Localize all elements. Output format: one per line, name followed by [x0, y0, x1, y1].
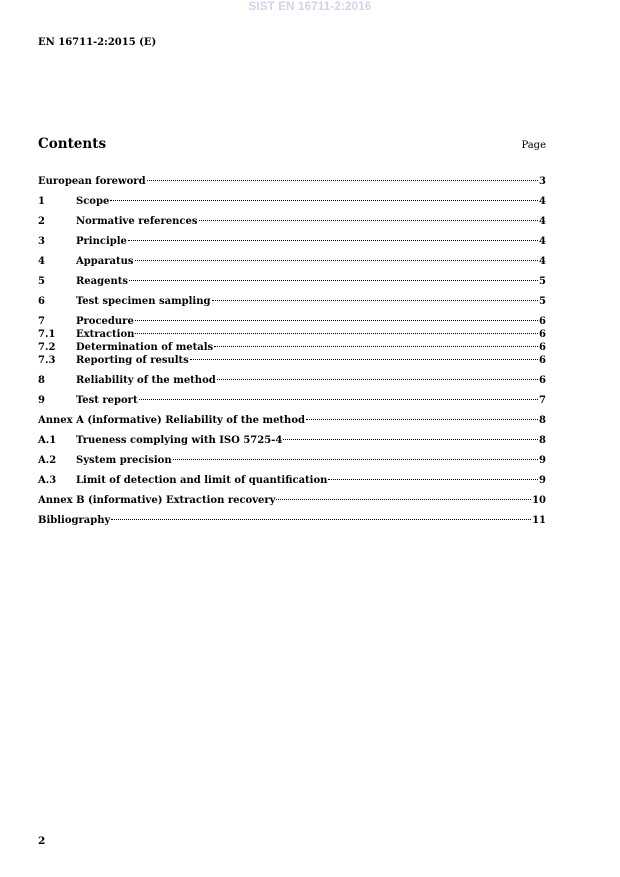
contents-heading: Contents: [38, 136, 107, 152]
toc-entry[interactable]: [38, 328, 546, 341]
toc-entry-number: 7.3: [38, 355, 56, 366]
toc-entry-title: Reliability of the method: [76, 375, 216, 386]
toc-entry-number: A.3: [38, 475, 57, 486]
toc-dot-leader: [128, 240, 538, 241]
toc-entry[interactable]: [38, 494, 546, 507]
toc-entry-page: 4: [539, 256, 546, 267]
toc-entry[interactable]: [38, 514, 546, 527]
toc-entry[interactable]: [38, 255, 546, 268]
toc-entry-page: 3: [539, 176, 546, 187]
toc-entry-page: 8: [539, 415, 546, 426]
toc-entry[interactable]: [38, 394, 546, 407]
page-column-label: Page: [521, 140, 546, 151]
toc-entry-page: 10: [532, 495, 546, 506]
toc-entry-number: A.2: [38, 455, 57, 466]
toc-dot-leader: [217, 379, 538, 380]
toc-dot-leader: [139, 399, 538, 400]
toc-entry[interactable]: [38, 354, 546, 367]
toc-dot-leader: [110, 200, 538, 201]
toc-dot-leader: [190, 359, 538, 360]
toc-entry[interactable]: [38, 454, 546, 467]
toc-dot-leader: [276, 499, 531, 500]
toc-entry-title: Bibliography: [38, 515, 111, 526]
toc-entry-title: Principle: [76, 236, 127, 247]
toc-dot-leader: [129, 280, 538, 281]
toc-entry-title: Reporting of results: [76, 355, 189, 366]
toc-dot-leader: [111, 519, 531, 520]
document-identifier: EN 16711-2:2015 (E): [38, 37, 157, 48]
toc-entry-title: Limit of detection and limit of quantification: [76, 475, 328, 486]
toc-entry-page: 4: [539, 196, 546, 207]
toc-entry-page: 8: [539, 435, 546, 446]
toc-entry-page: 9: [539, 475, 546, 486]
toc-entry[interactable]: [38, 195, 546, 208]
toc-entry-number: 7.2: [38, 342, 56, 353]
toc-entry-page: 6: [539, 316, 546, 327]
toc-dot-leader: [135, 260, 539, 261]
toc-dot-leader: [199, 220, 539, 221]
watermark: SIST EN 16711-2:2016: [248, 1, 372, 13]
toc-entry-number: 9: [38, 395, 45, 406]
toc-entry[interactable]: [38, 275, 546, 288]
toc-entry[interactable]: [38, 175, 546, 188]
toc-dot-leader: [212, 300, 539, 301]
toc-entry-page: 4: [539, 216, 546, 227]
toc-entry-title: Trueness complying with ISO 5725-4: [76, 435, 283, 446]
toc-entry-title: Test specimen sampling: [76, 296, 211, 307]
toc-entry-page: 6: [539, 342, 546, 353]
toc-entry-number: A.1: [38, 435, 57, 446]
toc-entry-page: 5: [539, 296, 546, 307]
toc-entry-title: Determination of metals: [76, 342, 214, 353]
toc-entry[interactable]: [38, 414, 546, 427]
toc-entry-page: 6: [539, 375, 546, 386]
toc-entry[interactable]: [38, 474, 546, 487]
toc-entry-title: Annex B (informative) Extraction recovery: [38, 495, 276, 506]
toc-entry-page: 6: [539, 355, 546, 366]
toc-entry[interactable]: [38, 295, 546, 308]
toc-entry-number: 3: [38, 236, 45, 247]
toc-dot-leader: [214, 346, 538, 347]
toc-entry-title: Extraction: [76, 329, 135, 340]
toc-dot-leader: [328, 479, 538, 480]
toc-entry-number: 5: [38, 276, 45, 287]
toc-dot-leader: [135, 333, 538, 334]
toc-entry-page: 4: [539, 236, 546, 247]
toc-entry-number: 6: [38, 296, 45, 307]
toc-entry-number: 2: [38, 216, 45, 227]
toc-entry-title: Normative references: [76, 216, 198, 227]
toc-entry-number: 4: [38, 256, 45, 267]
toc-entry[interactable]: [38, 315, 546, 328]
toc-entry-title: Annex A (informative) Reliability of the method: [38, 415, 305, 426]
toc-entry[interactable]: [38, 374, 546, 387]
toc-entry-title: Apparatus: [76, 256, 134, 267]
toc-entry-title: European foreword: [38, 176, 146, 187]
toc-entry-number: 7.1: [38, 329, 56, 340]
toc-entry[interactable]: [38, 434, 546, 447]
toc-entry-title: Reagents: [76, 276, 129, 287]
toc-entry[interactable]: [38, 215, 546, 228]
toc-dot-leader: [147, 180, 538, 181]
toc-dot-leader: [173, 459, 538, 460]
table-of-contents: [38, 175, 546, 534]
toc-entry-number: 8: [38, 375, 45, 386]
toc-entry-title: Procedure: [76, 316, 134, 327]
toc-entry-number: 1: [38, 196, 45, 207]
toc-entry[interactable]: [38, 341, 546, 354]
toc-entry[interactable]: [38, 235, 546, 248]
toc-entry-page: 11: [532, 515, 546, 526]
toc-entry-page: 5: [539, 276, 546, 287]
toc-dot-leader: [135, 320, 538, 321]
toc-dot-leader: [283, 439, 538, 440]
toc-entry-title: Scope: [76, 196, 110, 207]
toc-entry-page: 9: [539, 455, 546, 466]
toc-entry-page: 6: [539, 329, 546, 340]
toc-dot-leader: [306, 419, 538, 420]
toc-entry-number: 7: [38, 316, 45, 327]
toc-entry-title: Test report: [76, 395, 138, 406]
toc-entry-title: System precision: [76, 455, 172, 466]
toc-entry-page: 7: [539, 395, 546, 406]
page-number: 2: [38, 835, 46, 847]
